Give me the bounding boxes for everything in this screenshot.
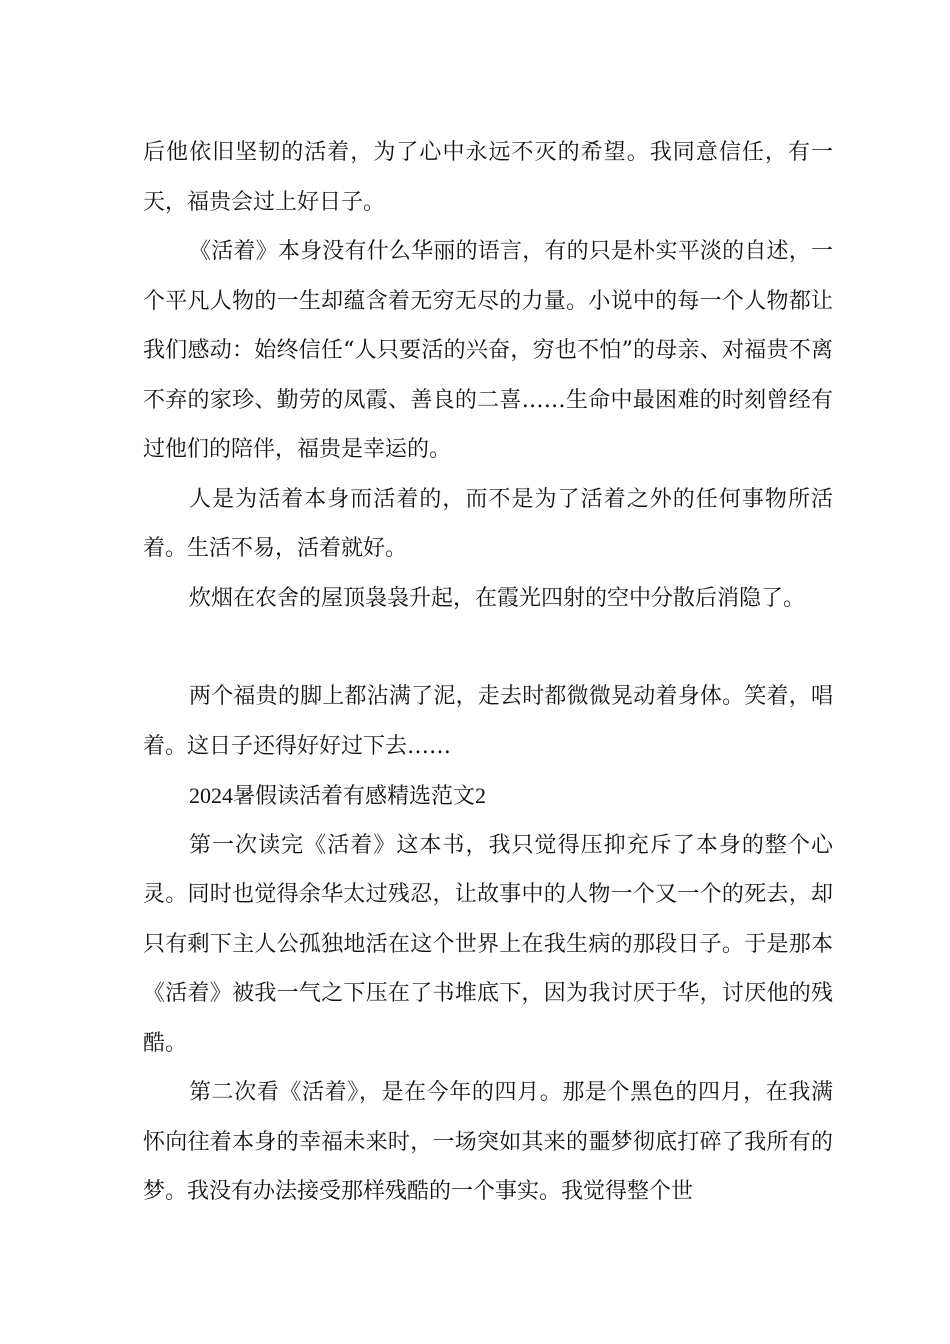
paragraph-7: 第二次看《活着》，是在今年的四月。那是个黑色的四月，在我满怀向往着本身的幸福未来时，一场突如其来的噩梦彻底打碎了我所有的梦。我没有办法接受那样残酷的一个事实。我觉得整个世 — [143, 1080, 833, 1204]
paragraph-2: 《活着》本身没有什么华丽的语言，有的只是朴实平淡的自述，一个平凡人物的一生却蕴含着无穷无尽的力量。小说中的每一个人物都让我们感动：始终信任“人只要活的兴奋，穷也不怕”的母亲、对福贵不离不弃的家珍、勤劳的凤霞、善良的二喜……生命中最困难的时刻曾经有过他们的陪伴，福贵是幸运的。 — [143, 239, 833, 462]
paragraph-4: 炊烟在农舍的屋顶袅袅升起，在霞光四射的空中分散后消隐了。 — [189, 585, 806, 611]
document-body — [143, 128, 833, 1217]
paragraph-3: 人是为活着本身而活着的，而不是为了活着之外的任何事物所活着。生活不易，活着就好。 — [143, 486, 833, 561]
paragraph-5: 两个福贵的脚上都沾满了泥，走去时都微微晃动着身体。笑着，唱着。这日子还得好好过下去…… — [143, 684, 833, 759]
paragraph-1: 后他依旧坚韧的活着，为了心中永远不灭的希望。我同意信任，有一天，福贵会过上好日子。 — [143, 140, 833, 215]
paragraph-6: 第一次读完《活着》这本书，我只觉得压抑充斥了本身的整个心灵。同时也觉得余华太过残忍，让故事中的人物一个又一个的死去，却只有剩下主人公孤独地活在这个世界上在我生病的那段日子。于是那本《活着》被我一气之下压在了书堆底下，因为我讨厌于华，讨厌他的残酷。 — [143, 832, 833, 1056]
blank-line — [143, 623, 833, 672]
section-heading: 2024暑假读活着有感精选范文2 — [189, 783, 487, 808]
